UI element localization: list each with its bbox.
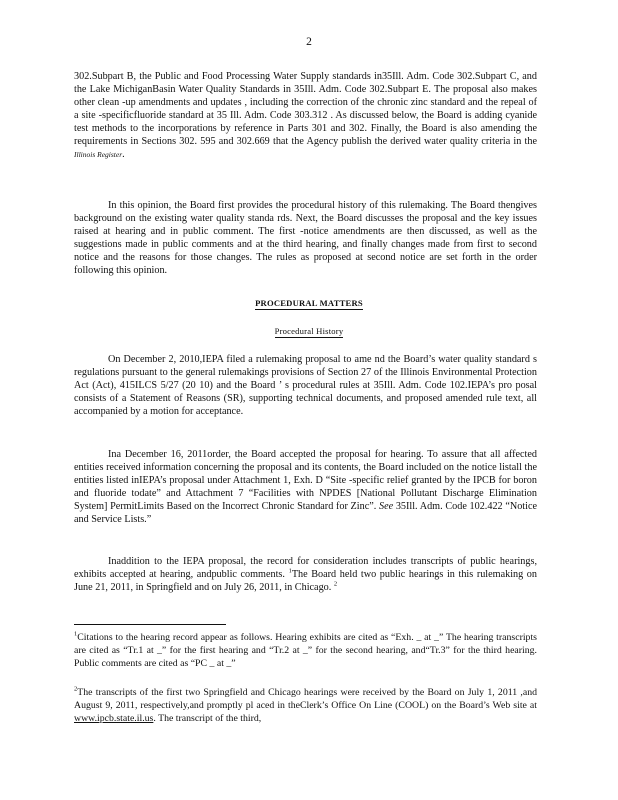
footnote-2-text: The transcripts of the first two Springfield and Chicago hearings were received by the Board on July 1, 2011 ,and August 9, 2011, respectively,and promptly pl aced in theClerk’s Office On Line (COOL) on the Board’s Web site at xyxy=(74,687,537,711)
footnote-2 xyxy=(74,686,537,725)
intro-end: . xyxy=(122,149,125,160)
subheading-procedural-history xyxy=(0,326,618,336)
acceptance-paragraph xyxy=(74,448,537,526)
procedural-history-label: Procedural History xyxy=(274,326,344,336)
board-website-link[interactable]: www.ipcb.state.il.us xyxy=(74,713,154,724)
footnote-1-mark: 1 xyxy=(74,630,78,638)
footnote-1-text: Citations to the hearing record appear as follows. Hearing exhibits are cited as “Exh. _ at _” The hearing transcripts are cited as “Tr.1 at _” for the first hearing and “Tr.2 at _” for the second hearing, and“Tr.3” for the third hearing. Public comments are cited as “PC _ at _” xyxy=(74,632,537,669)
acceptance-citation: 35Ill. Adm. Code 102.422 “Notice and Service Lists.” xyxy=(74,501,537,525)
footnote-1 xyxy=(74,631,537,670)
section-heading-procedural-matters xyxy=(0,298,618,308)
acceptance-text: Ina December 16, 2011order, the Board accepted the proposal for hearing. To assure that all affected entities received information concerning the proposal and its contents, the Board included on the notice listall the entities listed inIEPA’s proposal under Attachment 1, Exh. D “Site -specific relief granted by the IPCB for boron and fluoride todate” and Attachment 7 “Facilities with NPDES [National Pollutant Discharge Elimination System] PermitLimits Based on the Incorrect Chronic Standard for Zinc”. xyxy=(74,449,537,512)
filing-paragraph xyxy=(74,353,537,418)
see-signal: See xyxy=(378,501,394,512)
footnote-2-mark: 2 xyxy=(74,685,78,693)
footnote-ref-1: 1 xyxy=(288,567,292,575)
footnote-ref-2: 2 xyxy=(333,580,338,588)
footnote-divider xyxy=(74,624,226,625)
page-number: 2 xyxy=(306,36,312,48)
procedural-matters-label: PROCEDURAL MATTERS xyxy=(255,298,363,308)
opinion-overview-paragraph xyxy=(74,199,537,277)
opinion-overview-text: In this opinion, the Board first provides the procedural history of this rulemaking. The Board thengives background on the existing water quality standa rds. Next, the Board discusses the proposal and the key issues raised at hearing and in public comment. The first -notice amendments are then discussed, as well as the suggestions made in public comments and at the third hearing, and finally changes made from first to second notice and the reasons for those changes. The rules as proposed at second notice are set forth in the order following this opinion. xyxy=(74,200,537,276)
record-text: Inaddition to the IEPA proposal, the record for consideration includes transcripts of public hearings, exhibits accepted at hearing, andpublic comments. xyxy=(74,556,537,580)
filing-text: On December 2, 2010,IEPA filed a rulemaking proposal to ame nd the Board’s water quality standard s regulations pursuant to the general rulemakings provisions of Section 27 of the Illinois Environmental Protection Act (Act), 415ILCS 5/27 (20 10) and the Board ’ s procedural rules at 35Ill. Adm. Code 102.IEPA’s pro posal consists of a Statement of Reasons (SR), supporting technical documents, and proposed amended rule text, all accompanied by a motion for acceptance. xyxy=(74,354,537,417)
intro-paragraph xyxy=(74,70,537,161)
intro-text: 302.Subpart B, the Public and Food Processing Water Supply standards in35Ill. Adm. Code 302.Subpart C, and the Lake MichiganBasin Water Quality Standards in 35Ill. Adm. Code 302.Subpart E. The proposal also makes other clean -up amendments and updates , including the correction of the chronic zinc standard and the repeal of a site -specificfluoride standard at 35 Ill. Adm. Code 303.312 . As discussed below, the Board is adding cyanide test methods to the incorporations by reference in Parts 301 and 302. Finally, the Board is also amending the requirements in Sections 302. 595 and 302.669 that the Agency publish the derived water quality criteria in the xyxy=(74,71,537,147)
hearings-text: The Board held two public hearings in this rulemaking on June 21, 2011, in Springfield and on July 26, 2011, in Chicago. xyxy=(74,569,537,593)
footnote-2-continued: . The transcript of the third, xyxy=(153,713,262,724)
illinois-register-citation: Illinois Register xyxy=(74,150,123,159)
record-paragraph xyxy=(74,555,537,594)
